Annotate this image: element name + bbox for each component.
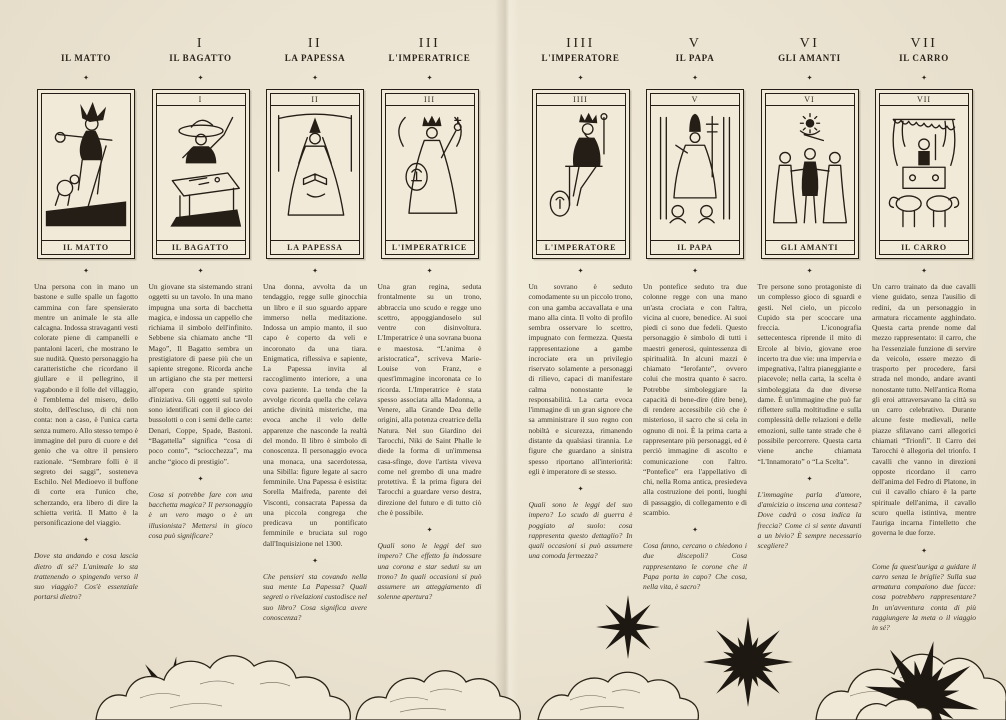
card-questions: Che pensieri sta covando nella sua mente La Papessa? Quali segreti o rivelazioni custodisce nel suo libro? Cosa significa avere conoscenza?: [263, 571, 367, 622]
diamond-separator-icon: ✦: [426, 74, 433, 82]
card-column-imperatore: [529, 36, 633, 634]
card-numeral: VI: [799, 36, 820, 51]
card-banner: LA PAPESSA: [271, 240, 359, 254]
card-column-il-papa: [643, 36, 747, 634]
card-column-il-matto: [34, 36, 138, 634]
papess-illustration-icon: [271, 106, 359, 240]
diamond-separator-icon: ✦: [83, 74, 89, 82]
diamond-separator-icon: ✦: [197, 267, 204, 275]
card-numeral: [34, 36, 138, 53]
diamond-separator-icon: ✦: [83, 267, 89, 275]
card-banner: IL MATTO: [42, 240, 130, 254]
chariot-illustration-icon: [880, 106, 968, 240]
diamond-separator-icon: ✦: [83, 536, 89, 545]
card-description: Una donna, avvolta da un tendaggio, regge sulle ginocchia un libro e il suo sguardo appare immerso nella meditazione. Indossa un ampio manto, il suo capo è coperto da veli e incoronato da una tiara. Enigmatica, riflessiva e sapiente, La Papessa invita al raccoglimento interiore, a una cova paziente. La tenda che la avvolge ricorda quella che celava antiche divinità misteriche, ma evoca anche il velo delle apparenze che nasconde la realtà del mondo. Il libro è simbolo di conoscenza. Il personaggio evoca una monaca, una sacerdotessa, una Sibilla: figure legate al sacro femminile. Una Papessa è esistita: Sorella Maifreda, parente dei Visconti, consacrata Papessa da una piccola congrega che predicava un pontificato femminile e bruciata sul rogo dall'Inquisizione nel 1300.: [263, 282, 367, 548]
diamond-separator-icon: ✦: [692, 267, 698, 275]
diamond-separator-icon: ✦: [806, 267, 813, 275]
card-numeral-strip: II: [271, 94, 359, 106]
card-questions: L'immagine parla d'amore, d'amicizia o inscena una contesa? Dove cadrà o cosa indica la freccia? Come ci si sente davanti a un bivio? È sempre necessario scegliere?: [757, 489, 862, 551]
diamond-separator-icon: ✦: [577, 74, 584, 82]
card-column-la-papessa: [263, 36, 367, 634]
cloud-icon: [96, 656, 350, 720]
diamond-separator-icon: ✦: [806, 474, 813, 483]
star-icon: [129, 657, 212, 720]
card-title: IL CARRO: [899, 53, 949, 63]
diamond-separator-icon: ✦: [577, 485, 584, 494]
card-description: Un sovrano è seduto comodamente su un piccolo trono, con una gamba accavallata e una mano alla cinta. Il volto di profilo sembra osservare lo scettro, impugnato con fermezza. Questa rappresentazione a gambe incrociate era un privilegio riservato solamente a personaggi di rilievo, capaci di manifestare calma nonostante le responsabilità. La carta evoca l'immagine di un gran signore che sa amministrare il suo regno con nobiltà e sicurezza, rimanendo distante da qualsiasi tirannia. Le figure che guardano a sinistra spesso riportano all'interiorità: egli è imperatore di se stesso.: [528, 282, 633, 476]
diamond-separator-icon: ✦: [921, 74, 927, 82]
card-title: IL BAGATTO: [169, 53, 232, 63]
card-numeral-strip: VI: [766, 94, 854, 106]
diamond-separator-icon: ✦: [312, 74, 318, 82]
card-banner: L'IMPERATRICE: [386, 240, 474, 254]
emperor-illustration-icon: [537, 106, 625, 240]
card-numeral-strip: IIII: [537, 94, 625, 106]
card-numeral: IIII: [566, 36, 595, 51]
card-banner: IL PAPA: [651, 240, 739, 254]
card-title: L'IMPERATRICE: [388, 53, 471, 63]
diamond-separator-icon: ✦: [577, 267, 584, 275]
magician-illustration-icon: [157, 106, 245, 240]
diamond-separator-icon: ✦: [197, 74, 204, 82]
card-numeral: VII: [910, 36, 938, 51]
card-questions: Come fa quest'auriga a guidare il carro senza le briglie? Sulla sua armatura compaiono due facce: cosa potrebbero rappresentare? In un'avventura conta di più raggiungere la meta o il viaggio in sé?: [872, 561, 976, 633]
card-banner: L'IMPERATORE: [537, 240, 625, 254]
card-numeral: II: [307, 36, 323, 51]
diamond-separator-icon: ✦: [426, 267, 433, 275]
tarot-card-gli-amanti: [761, 89, 859, 259]
page-fold-shadow: [495, 0, 519, 720]
card-numeral-strip: I: [157, 94, 245, 106]
card-title: GLI AMANTI: [778, 53, 841, 63]
fool-illustration-icon: [42, 94, 130, 240]
card-numeral-strip: VII: [880, 94, 968, 106]
card-column-il-bagatto: [149, 36, 253, 634]
card-description: Tre persone sono protagoniste di un complesso gioco di sguardi e gesti. Nel cielo, un piccolo Cupido sta per scoccare una freccia. L'iconografia settecentesca riprende il mito di Ercole al bivio, giovane eroe incerto tra due vie: una impervia e impegnativa, l'altra pianeggiante e piacevole; nella carta, la scelta è simboleggiata da due diverse dame. È un'immagine che può far riflettere sulla moltitudine e sulla complessità delle relazioni e delle emozioni, sulle tante strade che è possibile percorrere. Questa carta viene anche chiamata “L'Innamorato” o “La Scelta”.: [757, 282, 862, 466]
cloud-icon: [538, 672, 698, 720]
tarot-card-la-papessa: [266, 89, 364, 259]
tarot-card-il-bagatto: [152, 89, 250, 259]
card-title: IL PAPA: [675, 53, 715, 63]
lovers-illustration-icon: [766, 106, 854, 240]
card-questions: Dove sta andando e cosa lascia dietro di sé? L'animale lo sta trattenendo o spingendo verso il suo viaggio? Cos'è essenziale portarsi dietro?: [34, 551, 138, 602]
card-column-gli-amanti: [758, 36, 862, 634]
card-description: Un giovane sta sistemando strani oggetti su un tavolo. In una mano impugna una sorta di bacchetta magica, e indossa un cappello che richiama il simbolo dell'infinito. Sebbene sia chiamato anche “Il Mago”, Il Bagatto sembra un prestigiatore di paese più che un sapiente stregone. Ricorda anche un artigiano che sta per mettersi all'opera con grande spirito d'iniziativa. Gli oggetti sul tavolo sono identificati con il gioco dei bussolotti o con i semi delle carte: Denari, Coppe, Spade, Bastoni. “Bagattella” significa “cosa di poco conto”, “sciocchezza”, ma anche “gioco di prestigio”.: [148, 282, 253, 466]
diamond-separator-icon: ✦: [426, 526, 433, 535]
diamond-separator-icon: ✦: [692, 526, 698, 535]
tarot-card-il-papa: [646, 89, 744, 259]
diamond-separator-icon: ✦: [312, 556, 318, 565]
card-questions: Quali sono le leggi del suo impero? Che effetto fa indossare una corona e star seduti su un trono? In quali occasioni si può assumere un atteggiamento di solenne apertura?: [377, 541, 482, 602]
tarot-card-imperatrice: [381, 89, 479, 259]
tarot-card-il-matto: [37, 89, 135, 259]
card-numeral-strip: V: [651, 94, 739, 106]
cloud-icon: [816, 654, 1006, 720]
card-title: L'IMPERATORE: [541, 53, 620, 63]
card-numeral: III: [418, 36, 441, 51]
card-description: Un pontefice seduto tra due colonne regge con una mano un'asta crociata e con l'altra, vicina al cuore, benedice. Ai suoi piedi ci sono due fedeli. Questo personaggio è simbolo di tutti i maestri generosi, quintessenza di spiritualità. In alcuni mazzi è chiamato “Ierofante”, ovvero colui che mostra quanto è sacro. Potrebbe simboleggiare la capacità di bene-dire (dire bene), di rendere accessibile ciò che è misterioso, il sacro che si cela in ognuno di noi. È la prima carta a rappresentare più personaggi, ed è perciò immagine di ascolto e comunicazione con l'altro. “Pontefice” era l'appellativo di chi, nella Roma antica, presiedeva alla costruzione dei ponti, luoghi di passaggio, di collegamento e di scambio.: [643, 282, 747, 517]
card-numeral: I: [196, 36, 205, 51]
empress-illustration-icon: [386, 106, 474, 240]
card-column-il-carro: [872, 36, 976, 634]
card-banner: IL BAGATTO: [157, 240, 245, 254]
diamond-separator-icon: ✦: [921, 546, 927, 555]
tarot-card-il-carro: [875, 89, 973, 259]
star-icon: [865, 641, 979, 720]
card-description: Una persona con in mano un bastone e sulle spalle un fagotto cammina con fare spensierato mentre un animale le sta alle calcagna. Indossa stravaganti vesti colorate piene di campanelli e pantaloni laceri, che mostrano le sue nudità. Questo personaggio ha caratteristiche che ricordano il giullare e il pellegrino, il vagabondo e il folle del villaggio, è l'emblema del misero, dello stolto, dell'escluso, di chi non conta: non a caso, è l'unica carta senza numero. Allo stesso tempo è immagine del puro di cuore e del genio che va oltre il pensiero razionale. “Sembrare folli è il segreto dei saggi”, sosteneva Eschilo. Nel Medioevo il buffone di corte era l'unico che, scherzando, era libero di dire la schietta verità. Il Matto è la personificazione del viaggio.: [34, 282, 138, 528]
card-description: Un carro trainato da due cavalli viene guidato, senza l'ausilio di redini, da un personaggio in armatura riccamente agghindato. Questa carta prende nome dal mezzo rappresentato: il carro, che ha l'essenziale funzione di servire da veicolo, essere mezzo di trasporto per procedere, farsi strada nel mondo, andare avanti nonostante tutto. Nell'antica Roma gli eroi attraversavano la città su un carro celebrativo. Durante alcune feste medievali, nelle piazze sfilavano carri allegorici chiamati “Trionfi”. Il Carro dei Tarocchi è allegoria del trionfo. I cavalli che vanno in direzioni opposte ricordano il carro dell'anima del Fedro di Platone, in cui il cavallo chiaro è la parte spirituale dell'anima, il cavallo scuro quella istintiva, mentre l'auriga incarna l'intelletto che governa le due forze.: [872, 282, 976, 538]
pope-illustration-icon: [651, 106, 739, 240]
tarot-card-imperatore: [532, 89, 630, 259]
cloud-icon: [856, 699, 932, 720]
card-column-imperatrice: [378, 36, 482, 634]
card-banner: IL CARRO: [880, 240, 968, 254]
card-numeral: V: [688, 36, 702, 51]
diamond-separator-icon: ✦: [312, 267, 318, 275]
diamond-separator-icon: ✦: [921, 267, 927, 275]
diamond-separator-icon: ✦: [806, 74, 813, 82]
card-banner: GLI AMANTI: [766, 240, 854, 254]
card-numeral-strip: III: [386, 94, 474, 106]
diamond-separator-icon: ✦: [197, 474, 204, 483]
diamond-separator-icon: ✦: [692, 74, 698, 82]
card-questions: Quali sono le leggi del suo impero? Lo scudo di guerra è poggiato al suolo: cosa rappresenta questo dettaglio? In quali occasioni si può assumere una comoda fermezza?: [528, 500, 633, 561]
card-questions: Cosa fanno, cercano o chiedono i due discepoli? Cosa rappresentano le corone che il Papa porta in capo? Che cosa, nella vita, è sacro?: [643, 541, 747, 592]
card-description: Una gran regina, seduta frontalmente su un trono, abbraccia uno scudo e regge uno scettro, appoggiandoselo sul ventre con disinvoltura. L'Imperatrice è una sovrana buona e maestosa. “L'anima è aristocratica”, scriveva Marie-Louise von Franz, e quest'immagine incoronata ce lo ricorda. L'Imperatrice è stata spesso associata alla Madonna, a Venere, alla Grande Dea delle origini, alla potenza creatrice della Natura. Nel suo Giardino dei Tarocchi, Niki de Saint Phalle le diede la forma di un'immensa casa-sfinge, dove l'artista viveva come nel grembo di una madre protettiva. È la prima figura dei Tarocchi a guardare verso destra, direzione del futuro e di tutto ciò che è possibile.: [377, 282, 482, 517]
card-title: LA PAPESSA: [284, 53, 346, 63]
card-questions: Cosa si potrebbe fare con una bacchetta magica? Il personaggio è un vero mago o è un illusionista? Mettersi in gioco cosa può significare?: [148, 489, 253, 540]
card-title: IL MATTO: [60, 53, 112, 63]
